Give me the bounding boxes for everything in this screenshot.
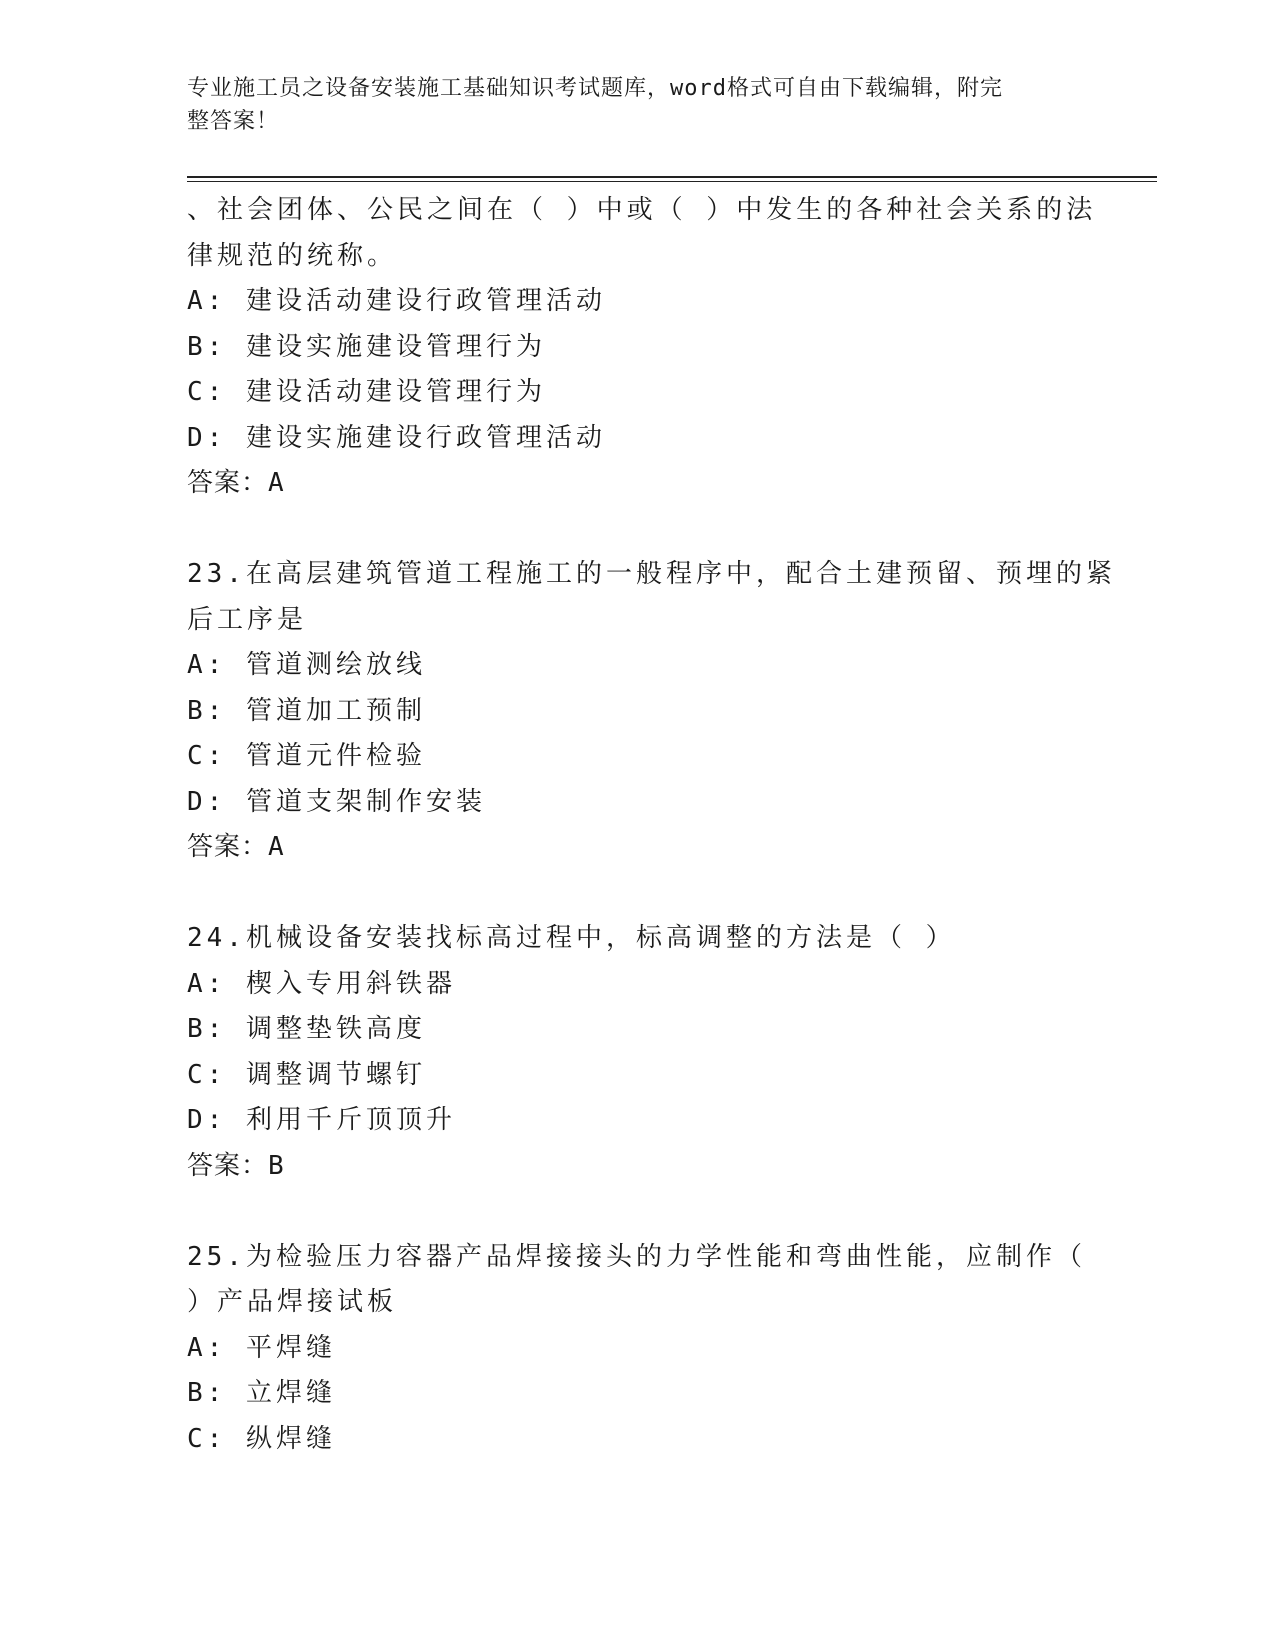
option-a: A: 管道测绘放线	[187, 650, 426, 680]
answer-label: 答案：	[187, 832, 269, 862]
question-spacer	[187, 871, 1087, 917]
question-text-line: 23.在高层建筑管道工程施工的一般程序中，配合土建预留、预埋的紧	[187, 559, 1116, 589]
option-d: D: 管道支架制作安装	[187, 786, 486, 817]
answer-label: 答案：	[187, 468, 269, 498]
option-a: A: 平焊缝	[187, 1332, 336, 1363]
answer-row	[187, 825, 1087, 871]
option-d: D: 建设实施建设行政管理活动	[187, 422, 606, 453]
header-divider	[187, 176, 1157, 182]
header-title-line-2: 整答案！	[187, 109, 280, 134]
question-24	[187, 916, 1087, 1189]
question-text-line: 25.为检验压力容器产品焊接接头的力学性能和弯曲性能，应制作（	[187, 1241, 1086, 1272]
option-b: B: 管道加工预制	[187, 695, 426, 726]
question-text-line: 后工序是	[187, 604, 308, 635]
question-text-line: 律规范的统称。	[187, 240, 398, 271]
option-c: C: 管道元件检验	[187, 741, 426, 771]
answer-row	[187, 461, 1087, 507]
option-b: B: 建设实施建设管理行为	[187, 331, 546, 362]
question-25	[187, 1235, 1087, 1463]
option-d: D: 利用千斤顶顶升	[187, 1105, 456, 1135]
option-b: B: 立焊缝	[187, 1378, 336, 1408]
question-text-line: 24.机械设备安装找标高过程中，标高调整的方法是（ ）	[187, 923, 956, 953]
answer-label: 答案：	[187, 1150, 269, 1181]
question-23	[187, 552, 1116, 871]
question-list	[187, 188, 1116, 1462]
answer-row	[187, 1144, 1087, 1190]
answer-value: B	[268, 1150, 285, 1181]
option-c: C: 建设活动建设管理行为	[187, 377, 546, 407]
option-c: C: 纵焊缝	[187, 1423, 336, 1454]
question-spacer	[187, 507, 1087, 553]
option-a: A: 建设活动建设行政管理活动	[187, 286, 606, 316]
question-spacer	[187, 1189, 1087, 1235]
question-22	[187, 188, 1097, 507]
header-title-line-1: 专业施工员之设备安装施工基础知识考试题库，word格式可自由下载编辑，附完	[187, 76, 1003, 101]
document-header	[187, 72, 1067, 138]
question-text-line: ）产品焊接试板	[187, 1287, 398, 1317]
option-b: B: 调整垫铁高度	[187, 1014, 426, 1044]
option-a: A: 楔入专用斜铁器	[187, 968, 456, 999]
option-c: C: 调整调节螺钉	[187, 1059, 426, 1090]
answer-value: A	[268, 832, 285, 862]
answer-value: A	[268, 468, 285, 498]
question-text-line: 、社会团体、公民之间在（ ）中或（ ）中发生的各种社会关系的法	[187, 195, 1097, 225]
